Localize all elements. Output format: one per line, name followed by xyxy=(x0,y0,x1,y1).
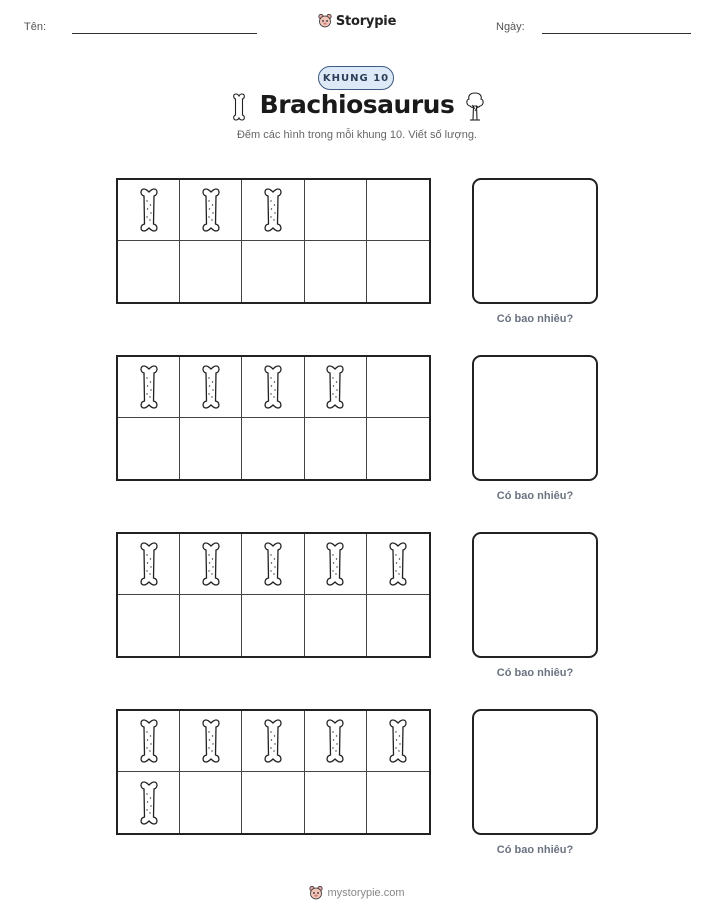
bone-icon xyxy=(201,718,221,764)
name-line[interactable] xyxy=(72,33,257,34)
bone-icon xyxy=(139,541,159,587)
bone-icon xyxy=(325,718,345,764)
ten-frame-cell xyxy=(242,180,304,241)
ten-frame-cell xyxy=(242,711,304,772)
name-label: Tên: xyxy=(24,21,47,33)
bone-icon xyxy=(263,541,283,587)
ten-frame-3 xyxy=(116,532,431,658)
bone-icon xyxy=(139,718,159,764)
ten-frame-cell xyxy=(305,595,367,656)
ten-frame-cell xyxy=(180,772,242,833)
ten-frame-cell xyxy=(242,418,304,479)
bone-icon xyxy=(201,187,221,233)
answer-question-2: Có bao nhiêu? xyxy=(496,490,574,502)
page-title: Brachiosaurus xyxy=(259,90,455,119)
ten-frame-cell xyxy=(180,357,242,418)
ten-frame-cell xyxy=(305,534,367,595)
bone-icon xyxy=(139,780,159,826)
ten-frame-cell xyxy=(118,418,180,479)
bone-icon xyxy=(263,718,283,764)
ten-frame-cell xyxy=(305,418,367,479)
storypie-mascot-icon xyxy=(309,885,323,901)
bone-icon xyxy=(388,718,408,764)
ten-frame-cell xyxy=(305,711,367,772)
ten-frame-cell xyxy=(242,595,304,656)
ten-frame-1 xyxy=(116,178,431,304)
ten-frame-cell xyxy=(118,534,180,595)
ten-frame-cell xyxy=(242,357,304,418)
tree-icon xyxy=(463,90,487,122)
ten-frame-cell xyxy=(242,772,304,833)
bone-icon xyxy=(201,541,221,587)
ten-frame-cell xyxy=(118,357,180,418)
ten-frame-cell xyxy=(118,711,180,772)
ten-frame-cell xyxy=(367,772,429,833)
ten-frame-cell xyxy=(180,241,242,302)
bone-icon xyxy=(139,187,159,233)
brand-name: Storypie xyxy=(335,13,397,29)
ten-frame-cell xyxy=(118,180,180,241)
ten-frame-cell xyxy=(180,711,242,772)
bone-icon xyxy=(388,541,408,587)
ten-frame-badge: KHUNG 10 xyxy=(318,66,394,90)
ten-frame-cell xyxy=(242,534,304,595)
answer-question-1: Có bao nhiêu? xyxy=(496,313,574,325)
bone-icon xyxy=(201,364,221,410)
ten-frame-cell xyxy=(367,180,429,241)
answer-box-4[interactable] xyxy=(472,709,598,835)
answer-box-1[interactable] xyxy=(472,178,598,304)
ten-frame-cell xyxy=(367,711,429,772)
ten-frame-cell xyxy=(367,595,429,656)
instructions: Đếm các hình trong mỗi khung 10. Viết số lượng. xyxy=(236,129,477,141)
bone-icon xyxy=(139,364,159,410)
ten-frame-2 xyxy=(116,355,431,481)
answer-question-4: Có bao nhiêu? xyxy=(496,844,574,856)
answer-box-3[interactable] xyxy=(472,532,598,658)
ten-frame-cell xyxy=(305,772,367,833)
ten-frame-cell xyxy=(180,180,242,241)
bone-icon xyxy=(325,364,345,410)
ten-frame-cell xyxy=(305,180,367,241)
answer-box-2[interactable] xyxy=(472,355,598,481)
footer-url: mystorypie.com xyxy=(327,887,405,899)
ten-frame-cell xyxy=(242,241,304,302)
bone-icon xyxy=(325,541,345,587)
ten-frame-cell xyxy=(118,595,180,656)
ten-frame-cell xyxy=(118,241,180,302)
ten-frame-cell xyxy=(367,534,429,595)
ten-frame-cell xyxy=(180,595,242,656)
bone-icon xyxy=(263,364,283,410)
brand-logo xyxy=(0,13,714,29)
ten-frame-cell xyxy=(367,241,429,302)
ten-frame-cell xyxy=(180,534,242,595)
footer xyxy=(0,885,714,901)
ten-frame-cell xyxy=(305,241,367,302)
ten-frame-cell xyxy=(180,418,242,479)
ten-frame-cell xyxy=(367,357,429,418)
storypie-mascot-icon xyxy=(318,13,332,29)
bone-icon xyxy=(263,187,283,233)
date-label: Ngày: xyxy=(496,21,525,33)
ten-frame-4 xyxy=(116,709,431,835)
answer-question-3: Có bao nhiêu? xyxy=(496,667,574,679)
ten-frame-cell xyxy=(367,418,429,479)
ten-frame-cell xyxy=(305,357,367,418)
ten-frame-cell xyxy=(118,772,180,833)
date-line[interactable] xyxy=(542,33,691,34)
